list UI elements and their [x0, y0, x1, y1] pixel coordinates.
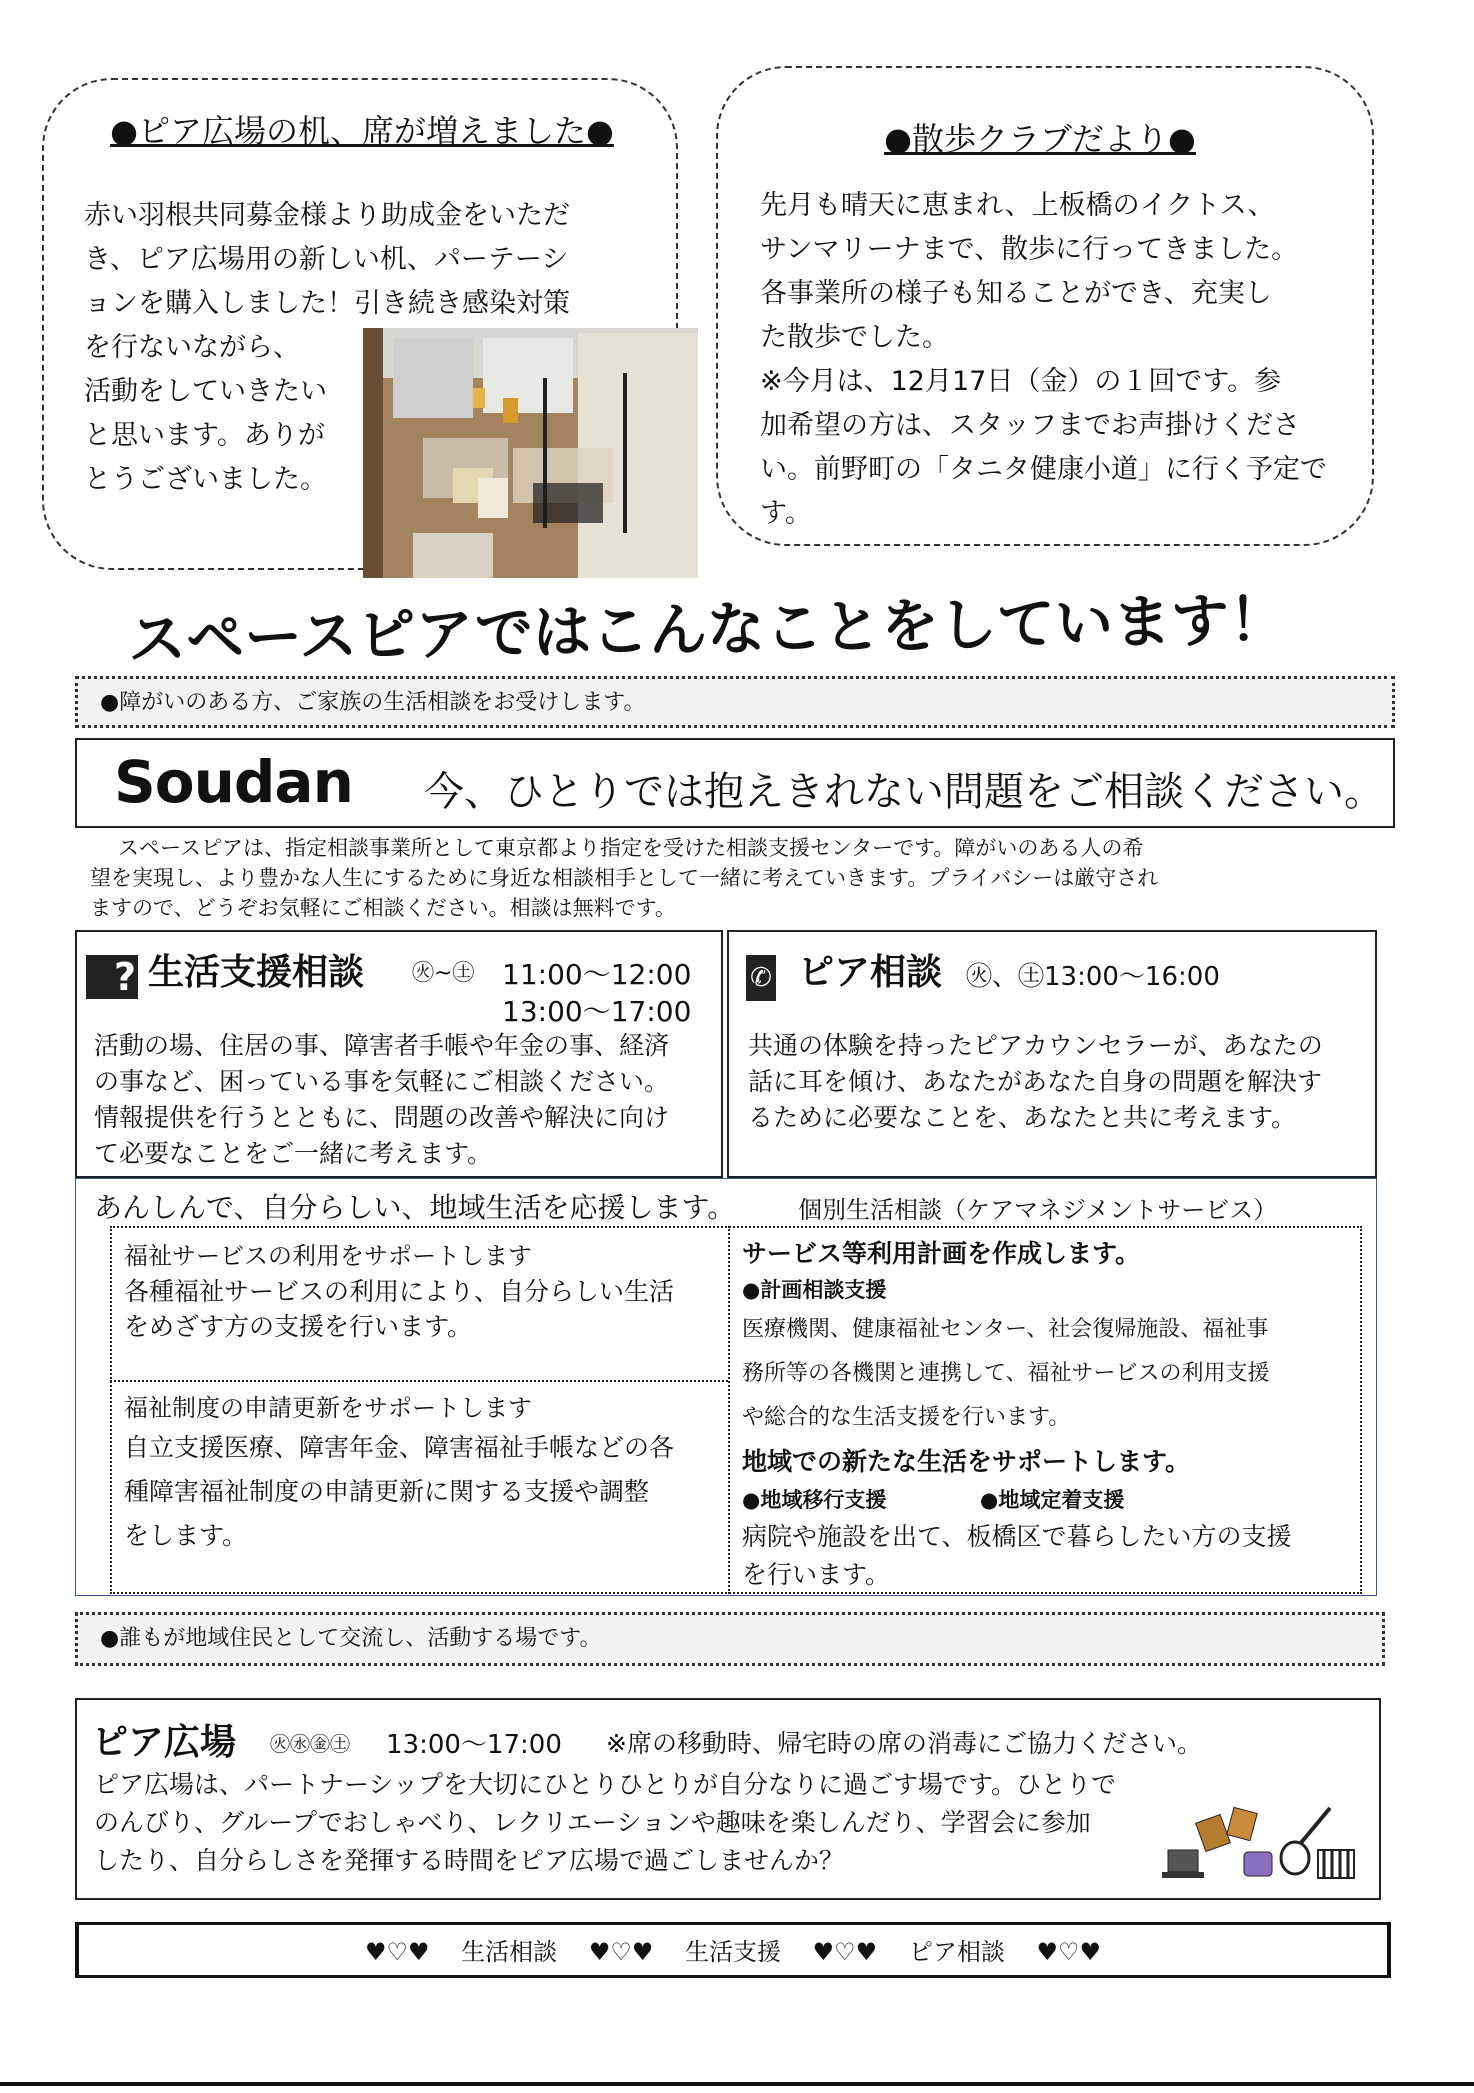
heart-icon: ♥♡♥	[812, 1938, 878, 1966]
support-right2-sub1: ●地域移行支援	[742, 1488, 887, 1512]
peer-consult-text	[748, 1028, 1323, 1136]
seikatsu-title: 生活支援相談	[148, 952, 365, 993]
peer-consult-title: ピア相談	[798, 952, 943, 993]
soudan-tagline: 今、ひとりでは抱えきれない問題をご相談ください。	[424, 769, 1384, 815]
support-left1-title: 福祉サービスの利用をサポートします	[124, 1242, 532, 1270]
support-right-text	[742, 1308, 1270, 1440]
peer-consult-schedule: ㊋、㊏13:00～16:00	[966, 962, 1220, 992]
text-line: 病院や施設を出て、板橋区で暮らしたい方の支援	[742, 1522, 1292, 1551]
heart-icon: ♥♡♥	[1036, 1938, 1102, 1966]
section-banner-community: ●誰もが地域住民として交流し、活動する場です。	[75, 1612, 1385, 1666]
text-line: したり、自分らしさを発揮する時間をピア広場で過ごしませんか？	[94, 1846, 845, 1875]
peer-hiroba-time: 13:00～17:00	[386, 1730, 562, 1760]
support-grid-divider-v	[728, 1226, 730, 1594]
support-right2-text	[742, 1518, 1292, 1594]
peer-hiroba-days: ㊋㊌㊎㊏	[270, 1732, 350, 1756]
support-grid-divider-h	[110, 1380, 728, 1382]
text-line: 務所等の各機関と連携して、福祉サービスの利用支援	[742, 1361, 1270, 1386]
text-line: 各事業所の様子も知ることができ、充実し	[760, 278, 1272, 309]
text-line: て必要なことをご一緒に考えます。	[94, 1139, 493, 1168]
text-line: を行ないながら、	[84, 332, 300, 363]
text-line: す。	[760, 498, 812, 529]
support-left2-text	[124, 1426, 674, 1558]
peer-hiroba-text	[94, 1766, 1116, 1880]
text-line: 先月も晴天に恵まれ、上板橋のイクトス、	[760, 190, 1275, 221]
hobby-icons	[1160, 1800, 1360, 1890]
footer-bar-content	[75, 1932, 1391, 1967]
photo-of-room	[363, 328, 698, 578]
text-line: のんびり、グループでおしゃべり、レクリエーションや趣味を楽しんだり、学習会に参加	[94, 1808, 1091, 1837]
page-title: スペースピアではこんなことをしています！	[127, 585, 1288, 674]
text-line: 望を実現し、より豊かな人生にするために身近な相談相手として一緒に考えていきます。プライバシーは厳守され	[90, 866, 1159, 890]
text-line: き、ピア広場用の新しい机、パーテーシ	[84, 244, 569, 275]
text-line: 活動の場、住居の事、障害者手帳や年金の事、経済	[94, 1031, 670, 1060]
room-photo-illustration	[363, 328, 698, 578]
text-line: 話に耳を傾け、あなたがあなた自身の問題を解決す	[748, 1067, 1323, 1096]
bubble-left-title: ●ピア広場の机、席が増えました●	[110, 112, 614, 150]
seikatsu-days: ㊋~㊏	[412, 961, 475, 986]
text-line: スペースピアは、指定相談事業所として東京都より指定を受けた相談支援センターです。障がいのある人の希	[118, 836, 1144, 860]
seikatsu-text	[94, 1028, 669, 1172]
text-line: 加希望の方は、スタッフまでお声掛けくださ	[760, 410, 1300, 441]
text-line: と思います。ありが	[84, 420, 325, 451]
bubble-right-text	[760, 184, 1360, 536]
support-right2-title: 地域での新たな生活をサポートします。	[742, 1447, 1191, 1476]
support-right-sub: ●計画相談支援	[742, 1278, 887, 1302]
peer-hiroba-note: ※席の移動時、帰宅時の席の消毒にご協力ください。	[606, 1729, 1202, 1758]
seikatsu-time1: 11:00～12:00	[502, 958, 692, 991]
text-line: 各種福祉サービスの利用により、自分らしい生活	[124, 1277, 675, 1306]
footer-item: ピア相談	[908, 1938, 1005, 1966]
text-line: の事など、困っている事を気軽にご相談ください。	[94, 1067, 670, 1096]
section-banner-consult: ●障がいのある方、ご家族の生活相談をお受けします。	[75, 676, 1395, 728]
bubble-right-title: ●散歩クラブだより●	[884, 120, 1196, 158]
text-line: ますので、どうぞお気軽にご相談ください。相談は無料です。	[90, 896, 676, 920]
text-line: い。前野町の「タニタ健康小道」に行く予定で	[760, 454, 1327, 485]
intro-text	[90, 833, 1410, 923]
soudan-logo: Soudan	[114, 748, 353, 816]
text-line: 活動をしていきたい	[84, 376, 327, 407]
text-line: をめざす方の支援を行います。	[124, 1312, 473, 1341]
footer-item: 生活相談	[461, 1938, 558, 1966]
text-line: とうございました。	[84, 464, 327, 495]
heart-icon: ♥♡♥	[364, 1938, 430, 1966]
text-line: るために必要なことを、あなたと共に考えます。	[748, 1103, 1297, 1132]
bottom-rule	[0, 2082, 1474, 2086]
text-line: を行います。	[742, 1560, 891, 1589]
text-line: 情報提供を行うとともに、問題の改善や解決に向け	[94, 1103, 670, 1132]
hobby-icons-illustration	[1160, 1800, 1360, 1890]
text-line: 種障害福祉制度の申請更新に関する支援や調整	[124, 1477, 650, 1506]
text-line: 自立支援医療、障害年金、障害福祉手帳などの各	[124, 1433, 675, 1462]
text-line: た散歩でした。	[760, 322, 949, 353]
consult-icon: ?	[86, 955, 138, 999]
seikatsu-time2: 13:00～17:00	[502, 995, 692, 1028]
text-line: 赤い羽根共同募金様より助成金をいただ	[84, 200, 570, 231]
text-line: や総合的な生活支援を行います。	[742, 1405, 1071, 1430]
text-line: 共通の体験を持ったピアカウンセラーが、あなたの	[748, 1031, 1323, 1060]
support-left2-title: 福祉制度の申請更新をサポートします	[124, 1394, 532, 1422]
support-headline: あんしんで、自分らしい、地域生活を応援します。	[94, 1191, 736, 1224]
text-line: ※今月は、12月17日（金）の１回です。参	[760, 366, 1282, 397]
text-line: ョンを購入しました！引き続き感染対策	[84, 288, 570, 319]
peer-hiroba-title: ピア広場	[92, 1722, 237, 1763]
support-right2-sub2: ●地域定着支援	[980, 1488, 1125, 1512]
phone-icon: ✆	[746, 955, 776, 1001]
support-left1-text	[124, 1274, 674, 1344]
support-subtitle: 個別生活相談（ケアマネジメントサービス）	[798, 1196, 1278, 1224]
heart-icon: ♥♡♥	[588, 1938, 654, 1966]
text-line: をします。	[124, 1521, 248, 1550]
footer-item: 生活支援	[685, 1938, 781, 1966]
text-line: ピア広場は、パートナーシップを大切にひとりひとりが自分なりに過ごす場です。ひとりで	[94, 1770, 1117, 1799]
text-line: サンマリーナまで、散歩に行ってきました。	[760, 234, 1299, 265]
text-line: 医療機関、健康福祉センター、社会復帰施設、福祉事	[742, 1317, 1269, 1342]
support-right-title: サービス等利用計画を作成します。	[742, 1239, 1141, 1268]
